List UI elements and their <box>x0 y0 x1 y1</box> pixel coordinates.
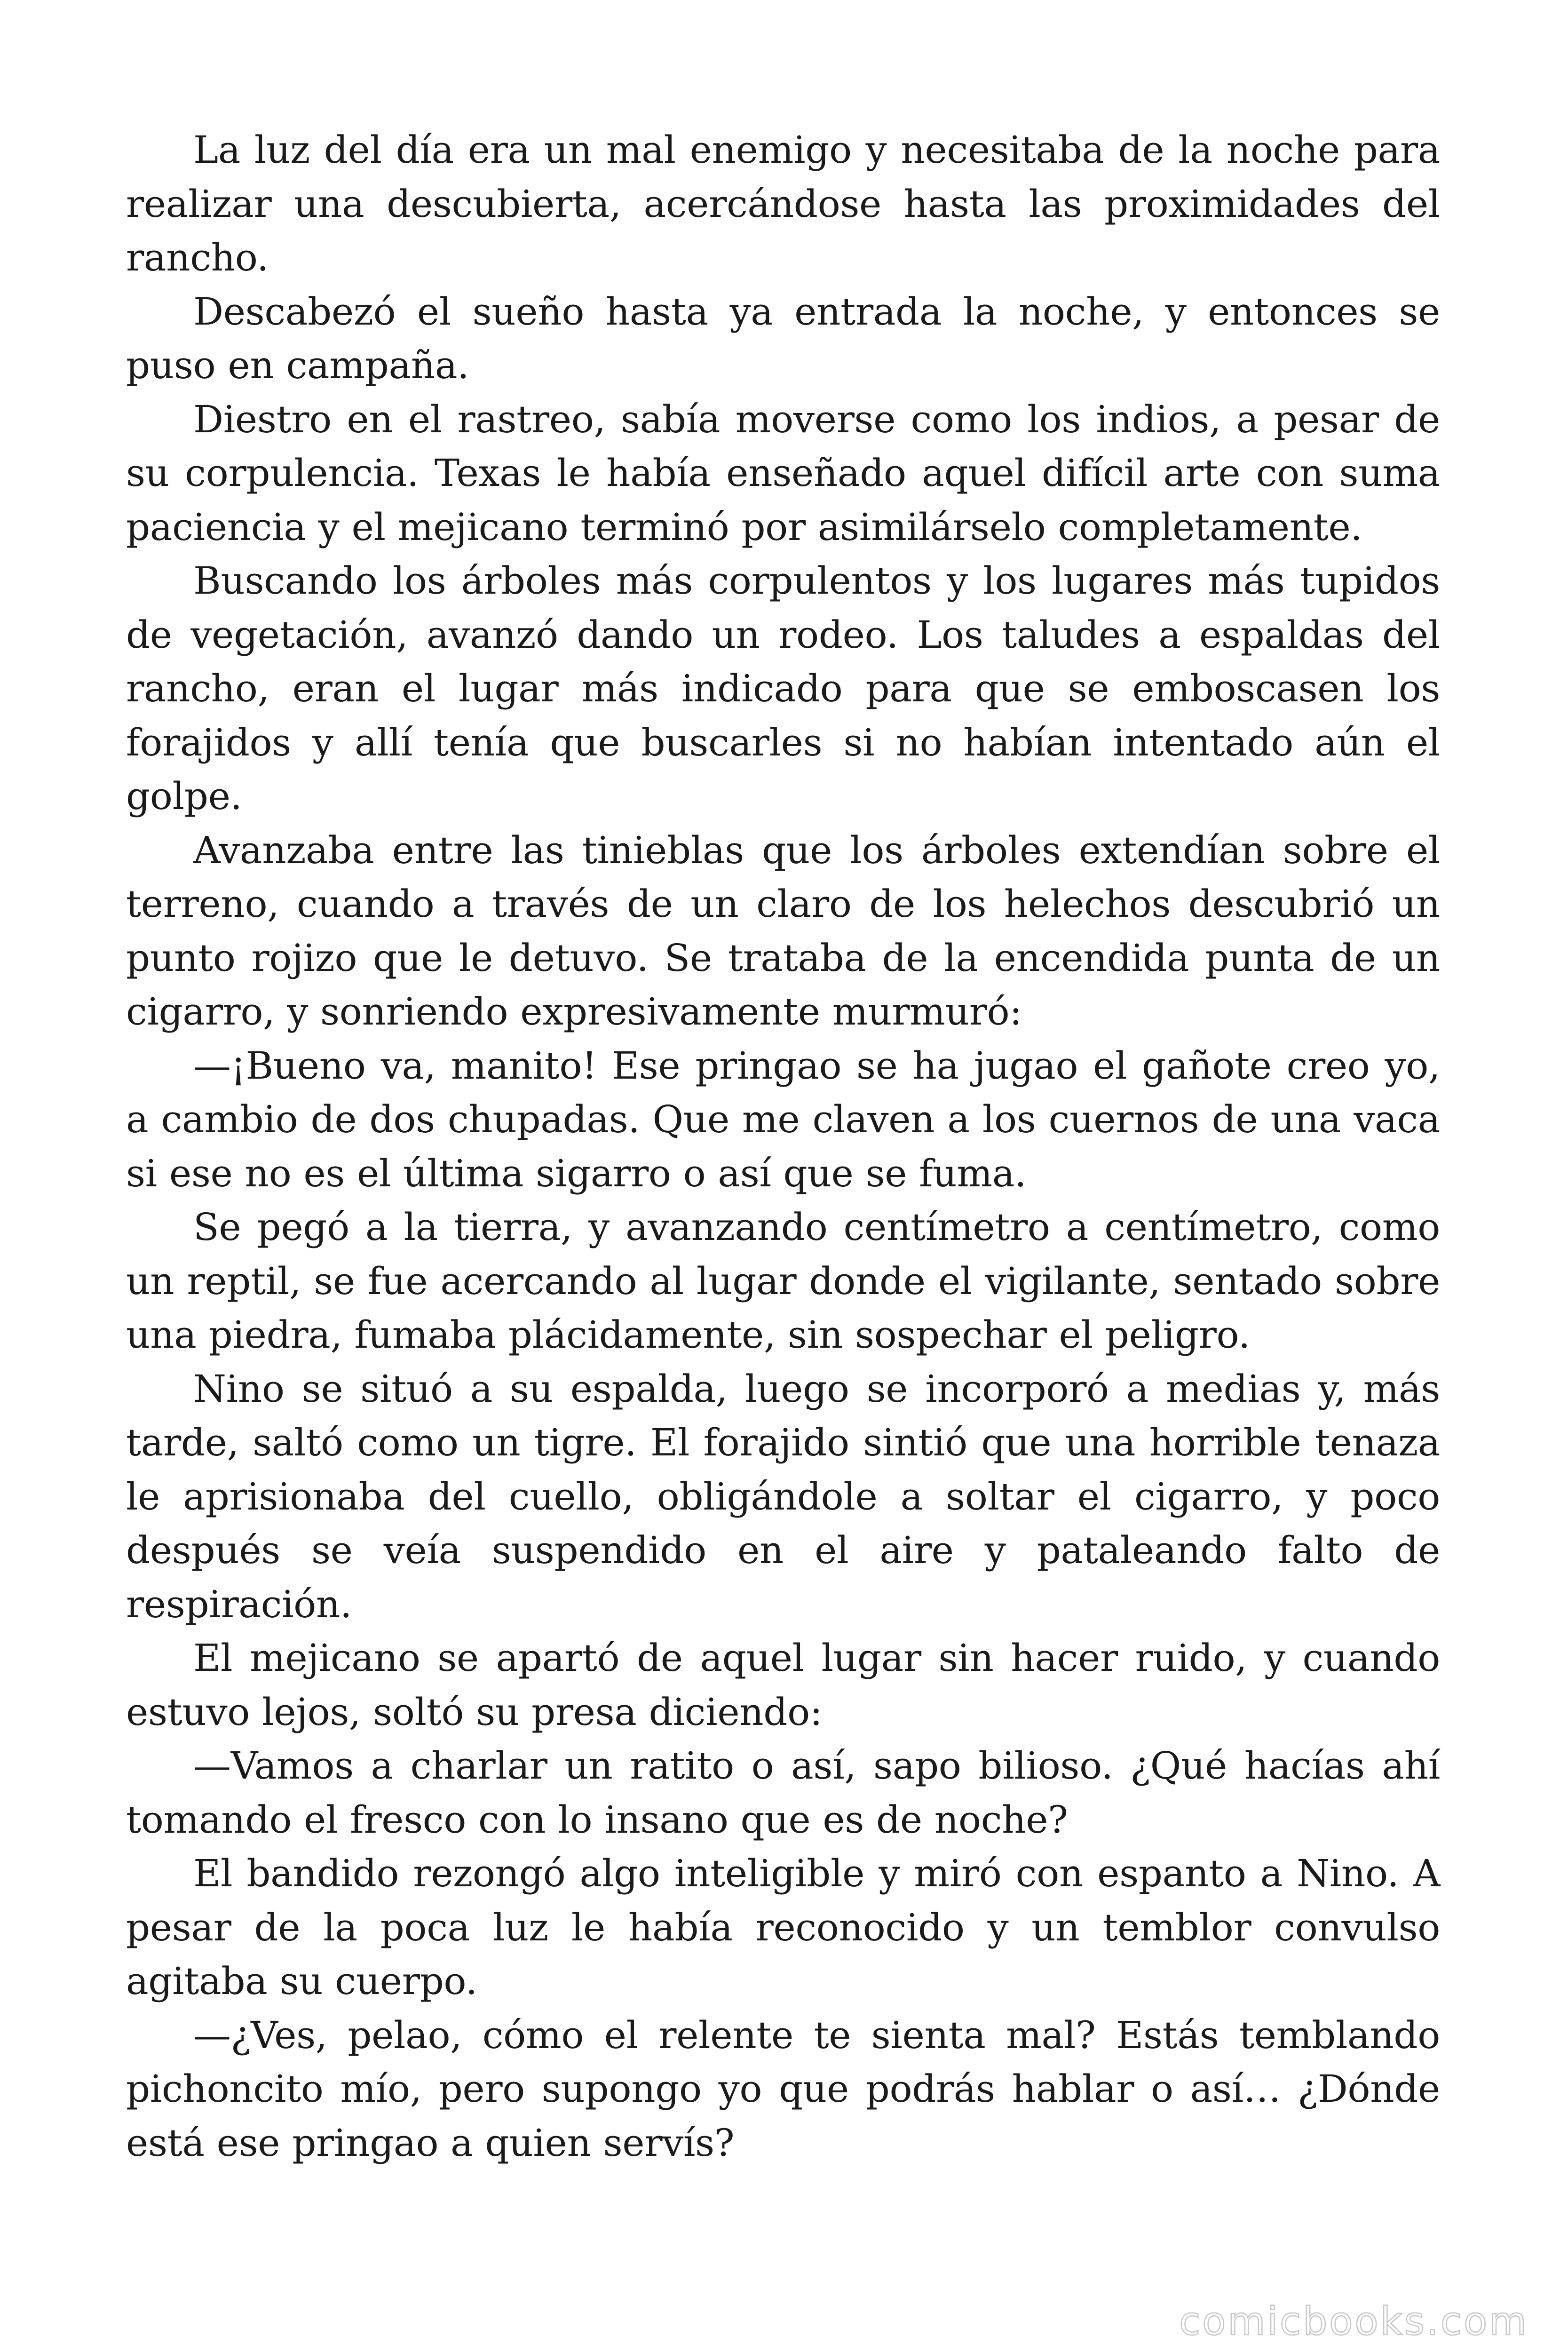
paragraph: Se pegó a la tierra, y avanzando centímetro a centímetro, como un reptil, se fue acercando al lugar donde el vigilante, sentado sobre una piedra, fumaba plácidamente, sin sospechar el peligro. <box>126 1205 1440 1357</box>
paragraph: La luz del día era un mal enemigo y necesitaba de la noche para realizar una descubierta, acercándose hasta las proximidades del rancho. <box>126 128 1440 279</box>
paragraph: El bandido rezongó algo inteligible y miró con espanto a Nino. A pesar de la poca luz le había reconocido y un temblor convulso agitaba su cuerpo. <box>126 1851 1440 2003</box>
paragraph: —Vamos a charlar un ratito o así, sapo bilioso. ¿Qué hacías ahí tomando el fresco con lo insano que es de noche? <box>126 1744 1440 1842</box>
paragraph: Diestro en el rastreo, sabía moverse como los indios, a pesar de su corpulencia. Texas le había enseñado aquel difícil arte con suma paciencia y el mejicano terminó por asimilárselo completamente. <box>126 397 1440 549</box>
paragraph: Descabezó el sueño hasta ya entrada la noche, y entonces se puso en campaña. <box>126 289 1440 387</box>
paragraph: El mejicano se apartó de aquel lugar sin hacer ruido, y cuando estuvo lejos, soltó su presa diciendo: <box>126 1636 1440 1734</box>
paragraph: Avanzaba entre las tinieblas que los árboles extendían sobre el terreno, cuando a través de un claro de los helechos descubrió un punto rojizo que le detuvo. Se trataba de la encendida punta de un cigarro, y sonriendo expresivamente murmuró: <box>126 828 1440 1033</box>
paragraph: —¿Ves, pelao, cómo el relente te sienta mal? Estás temblando pichoncito mío, pero supongo yo que podrás hablar o así… ¿Dónde está ese pringao a quien servís? <box>126 2013 1440 2165</box>
paragraph: Nino se situó a su espalda, luego se incorporó a medias y, más tarde, saltó como un tigre. El forajido sintió que una horrible tenaza le aprisionaba del cuello, obligándole a soltar el cigarro, y poco después se veía suspendido en el aire y pataleando falto de respiración. <box>126 1367 1440 1626</box>
body-text <box>126 123 1440 2170</box>
paragraph: Buscando los árboles más corpulentos y los lugares más tupidos de vegetación, avanzó dando un rodeo. Los taludes a espaldas del rancho, eran el lugar más indicado para que se emboscasen los forajidos y allí tenía que buscarles si no habían intentado aún el golpe. <box>126 559 1440 818</box>
watermark-logo: comicbooks.com <box>1179 2299 1528 2344</box>
paragraph: —¡Bueno va, manito! Ese pringao se ha jugao el gañote creo yo, a cambio de dos chupadas. Que me claven a los cuernos de una vaca si ese no es el última sigarro o así que se fuma. <box>126 1043 1440 1195</box>
